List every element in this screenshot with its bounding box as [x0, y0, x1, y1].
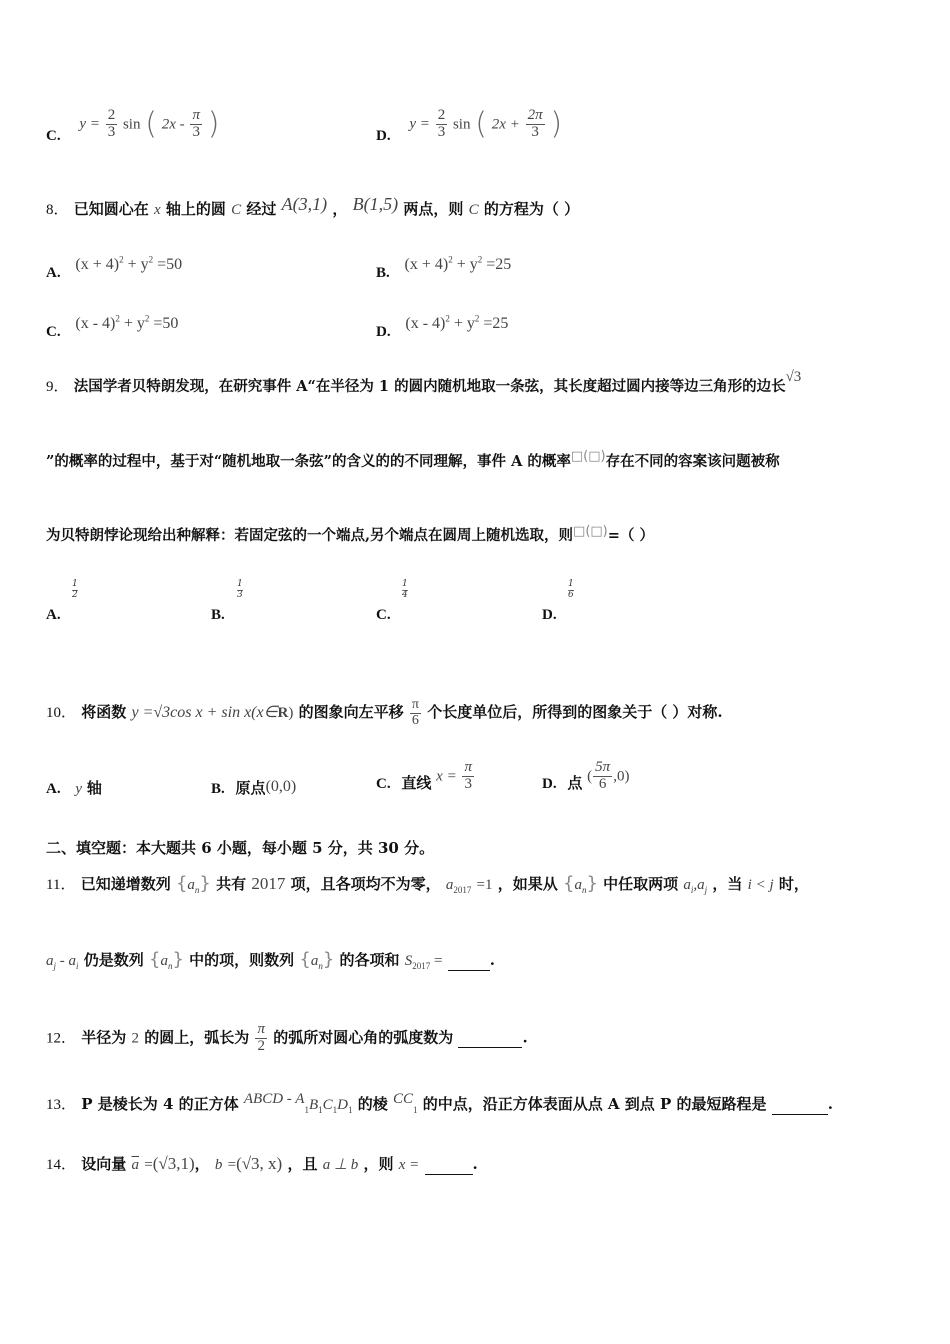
q8-option-d-left: (x - 4) [405, 315, 446, 333]
q9-option-a [46, 579, 78, 625]
q8-option-d-right: + y [453, 315, 475, 333]
q8-option-c-label: C. [46, 324, 61, 341]
q13-cc: CC [392, 1091, 413, 1107]
q13-end: . [827, 1095, 833, 1113]
q12-answer-blank[interactable] [458, 1027, 522, 1048]
section2-title-text: 二、填空题：本大题共 6 小题，每小题 5 分，共 30 分。 [46, 839, 435, 857]
q9-option-c-frac [402, 580, 408, 601]
q9-prob-placeholder-2: □(□) [573, 524, 608, 539]
q10-r: R [277, 705, 289, 722]
q9-b-den: 3 [237, 589, 243, 600]
q10-option-a [46, 778, 102, 799]
q11-t10: 的各项和 [339, 951, 400, 969]
q11-t1: 已知递增数列 [80, 875, 171, 893]
q13-d: D [337, 1097, 348, 1113]
q10-shift-den: 6 [411, 712, 419, 728]
q14-a-val: (√3,1) [152, 1154, 195, 1173]
q9-number: 9． [46, 379, 69, 395]
q11-count: 2017 [251, 874, 286, 893]
q8-text1: 已知圆心在 [73, 200, 149, 218]
q11-t4: ，如果从 [497, 875, 558, 893]
q14-eq-b: = [227, 1157, 237, 1173]
q14-b-val: (√3, x) [236, 1154, 283, 1173]
q7-c-pi-num: π [192, 107, 200, 123]
q11-n-1: n [194, 885, 200, 895]
q10-func: y =√3cos x + sin x(x∈ [131, 704, 278, 722]
q9-option-c [376, 579, 408, 625]
q10-shift [410, 698, 421, 728]
q8-option-b-label: B. [376, 265, 390, 282]
q8-x: x [154, 202, 161, 218]
q8-option-b-left: (x + 4) [404, 256, 449, 274]
q10-option-b-label: B. [211, 781, 225, 797]
q9-line3b: =（ ） [607, 527, 654, 544]
q8-point-b: B(1,5) [352, 194, 399, 214]
q10-d-den: 6 [598, 775, 607, 792]
q13-sub3: 1 [332, 1105, 338, 1115]
q9-c-den: 4 [402, 589, 408, 600]
q8-option-a-sq1: 2 [119, 255, 124, 265]
q14-b-vec: b [214, 1157, 223, 1173]
q10-c-num: π [464, 759, 472, 775]
q7-option-d-coef [436, 108, 448, 141]
q8-option-d-sq2: 2 [474, 314, 480, 324]
q11-eq1: =1 [476, 877, 493, 893]
q14-stem [46, 1154, 478, 1175]
q13-t3: 的中点，沿正方体表面从点 A 到点 P 的最短路程是 [422, 1095, 767, 1113]
q9-option-d-frac [568, 580, 574, 601]
q10-option-c-x: x = [436, 768, 457, 785]
q14-perp: a ⊥ b [322, 1157, 359, 1173]
q14-eq-a: = [144, 1157, 153, 1173]
q9-line3a: 为贝特朗悖论现给出种解释：若固定弦的一个端点,另个端点在圆周上随机选取，则 [46, 527, 574, 544]
q8-stem [46, 194, 580, 220]
q9-b-num: 1 [237, 579, 243, 589]
q10-option-d-frac [593, 760, 612, 793]
q9-option-b-label: B. [211, 606, 225, 623]
q10-option-d [542, 760, 629, 793]
q13-b: B [308, 1097, 319, 1113]
q8-option-c [46, 309, 179, 341]
q9-option-c-label: C. [376, 606, 391, 623]
q8-option-d-eq: =25 [483, 315, 509, 333]
q9-prob-placeholder: □(□) [570, 449, 606, 464]
q13-sub2: 1 [318, 1105, 323, 1115]
q8-option-b-sq1: 2 [448, 255, 453, 265]
q10-c-den: 3 [464, 775, 472, 792]
q11-a2017: a [445, 877, 454, 893]
q11-s-sub: 2017 [412, 961, 431, 971]
q11-t6: ，当 [712, 875, 743, 893]
q10-option-c-label: C. [376, 776, 391, 793]
q9-option-a-label: A. [46, 606, 61, 623]
section2-title [46, 838, 434, 858]
q11-sub2017: 2017 [453, 885, 472, 895]
q11-s: S [404, 953, 413, 969]
q11-end: . [489, 951, 495, 969]
q8-option-d-label: D. [376, 324, 391, 341]
q12-t3: 的弧所对圆心角的弧度数为 [273, 1028, 454, 1047]
q12-arc-num: π [257, 1021, 265, 1037]
q14-t3: ，则 [363, 1155, 394, 1173]
q11-ilj: i < j [747, 877, 774, 893]
q11-t9: 中的项，则数列 [189, 951, 295, 969]
q11-t3: 项，且各项均不为零， [290, 875, 441, 893]
q10-option-a-label: A. [46, 781, 61, 797]
q9-option-a-frac [72, 580, 78, 601]
q7-option-d-inner: 2x + [491, 116, 520, 133]
q11-t2: 共有 [216, 875, 247, 893]
q10-option-d-open: ( [587, 768, 593, 785]
q8-option-a-label: A. [46, 265, 61, 282]
q10-option-a-text: 轴 [86, 779, 102, 797]
q7-c-coef-num: 2 [107, 107, 116, 123]
q8-option-a-sq2: 2 [148, 255, 154, 265]
q7-option-d-func: sin [452, 116, 471, 133]
q8-option-c-sq2: 2 [144, 314, 150, 324]
q11-number: 11． [46, 877, 76, 893]
q10-number: 10． [46, 705, 77, 722]
q9-line2b: 存在不同的容案该问题被称 [605, 453, 780, 470]
q9-line1-text: 法国学者贝特朗发现，在研究事件 A“在半径为 1 的圆内随机地取一条弦，其长度超过圆内接等边三角形的边长 [73, 378, 786, 395]
q8-text3: 经过 [246, 200, 277, 218]
q14-t2: ，且 [287, 1155, 318, 1173]
q12-t1: 半径为 [81, 1028, 127, 1047]
q12-number: 12． [46, 1030, 77, 1047]
q7-d-coef-den: 3 [437, 123, 446, 140]
q10-close: ) [288, 705, 294, 722]
q8-option-c-left: (x - 4) [75, 315, 116, 333]
q11-j-diff: j [53, 961, 57, 971]
q11-t5: 中任取两项 [603, 875, 679, 893]
q12-radius: 2 [131, 1030, 139, 1047]
q7-d-pi-num: 2π [527, 107, 543, 123]
q9-d-den: 6 [568, 589, 574, 600]
q7-option-c-label: C. [46, 128, 61, 145]
q8-comma: ， [332, 200, 348, 218]
q8-number: 8． [46, 202, 69, 218]
q8-option-b-right: + y [456, 256, 478, 274]
q9-c-num: 1 [402, 579, 408, 589]
q11-i-diff: i [76, 961, 79, 971]
q8-c: C [231, 202, 242, 218]
q9-option-b [211, 579, 243, 625]
q10-option-b-point: (0,0) [265, 778, 297, 795]
q10-option-c [376, 760, 475, 793]
q13-t1: P 是棱长为 4 的正方体 [81, 1095, 239, 1113]
q8-option-a-left: (x + 4) [75, 256, 120, 274]
q8-option-c-eq: =50 [153, 315, 179, 333]
q13-c: C [322, 1097, 333, 1113]
q7-c-pi-den: 3 [192, 123, 200, 140]
q8-option-a-eq: =50 [157, 256, 183, 274]
q8-c2: C [468, 202, 479, 218]
q14-xeq: x = [398, 1157, 420, 1173]
q12-end: . [522, 1028, 528, 1047]
q8-option-b [376, 250, 512, 282]
q8-text5: 的方程为（ ） [483, 200, 580, 218]
q8-option-d [376, 309, 509, 341]
q9-line1 [46, 369, 802, 397]
q13-sub1: 1 [304, 1105, 309, 1115]
q12-arc [255, 1022, 267, 1055]
q7-option-c-y: y = [79, 116, 100, 133]
q7-option-c-coef [106, 108, 118, 141]
q11-an-1: a [187, 877, 195, 893]
q8-option-c-right: + y [123, 315, 145, 333]
q14-a-vec: $\overline{a}$ [131, 1157, 139, 1173]
q10-d-num: 5π [595, 759, 611, 775]
q10-option-d-text: 点 [567, 774, 583, 793]
q13-sub4: 1 [347, 1105, 353, 1115]
q11-aj-diff: a [46, 953, 54, 969]
q7-c-coef-den: 3 [107, 123, 116, 140]
q11-t8: 仍是数列 [83, 951, 144, 969]
q11-aj: a [697, 877, 705, 893]
q9-option-d-label: D. [542, 606, 557, 623]
q7-d-coef-num: 2 [437, 107, 446, 123]
q10-option-a-y: y [75, 781, 83, 797]
q11-j: j [704, 885, 708, 895]
q8-point-a: A(3,1) [281, 194, 328, 214]
q9-option-d [542, 579, 574, 625]
q11-n-2: n [581, 885, 587, 895]
q9-option-b-frac [237, 580, 243, 601]
q7-option-c-func: sin [122, 116, 141, 133]
q11-an-4: a [310, 953, 319, 969]
q8-option-a [46, 250, 183, 282]
q11-eq2: = [430, 953, 443, 969]
q13-cube: ABCD - A [243, 1091, 305, 1107]
q11-answer-blank[interactable] [448, 950, 490, 971]
q13-t2: 的棱 [357, 1095, 388, 1113]
q10-stem [46, 698, 723, 728]
q14-comma: ， [194, 1155, 210, 1173]
q11-an-2: a [574, 877, 582, 893]
q10-shift-num: π [411, 697, 419, 712]
q11-ai-diff: - a [56, 953, 77, 969]
q11-an-3: a [160, 953, 168, 969]
q10-option-d-label: D. [542, 776, 557, 793]
q11-n-4: n [318, 961, 323, 971]
q10-option-b [211, 778, 296, 799]
q8-option-a-right: + y [127, 256, 149, 274]
q10-option-d-tail: ,0) [613, 768, 630, 785]
q14-number: 14． [46, 1157, 77, 1173]
q9-a-num: 1 [72, 579, 78, 589]
q10-text3: 个长度单位后，所得到的图象关于（ ）对称. [427, 703, 723, 722]
q8-text4: 两点，则 [403, 200, 464, 218]
q14-answer-blank[interactable] [425, 1154, 473, 1175]
q7-option-d-pi [526, 108, 545, 141]
q11-t7: 时， [778, 875, 809, 893]
q11-ai: a [683, 877, 691, 893]
q10-text2: 的图象向左平移 [298, 703, 404, 722]
q8-option-b-eq: =25 [486, 256, 512, 274]
q7-option-d-y: y = [409, 116, 430, 133]
q13-stem [46, 1091, 833, 1120]
q10-option-b-text: 原点 [235, 779, 266, 797]
q11-n-3: n [167, 961, 173, 971]
q9-line3 [46, 525, 654, 547]
q9-a-den: 2 [72, 589, 78, 600]
q12-stem [46, 1022, 528, 1055]
q11-line2: $a_j - a_i$ 仍是数列 $\{a_n\}$ 中的项，则数列 $\{a_n\}$ 的各项和 $S_{2017}$ = . [46, 949, 495, 971]
q7-option-d-label: D. [376, 128, 391, 145]
q10-option-c-frac [462, 760, 474, 793]
q7-option-c: C. y = $\frac{2}{3}$ sin ( 2x - $\frac{\pi}{3}$ ) [46, 106, 220, 145]
q8-option-d-sq1: 2 [445, 314, 450, 324]
q10-option-c-text: 直线 [401, 774, 432, 793]
q7-option-c-pi [190, 108, 202, 141]
q12-t2: 的圆上，弧长为 [144, 1028, 250, 1047]
q7-option-c-inner: 2x - [161, 116, 185, 133]
q13-answer-blank[interactable] [772, 1094, 828, 1115]
q7-option-d: D. y = $\frac{2}{3}$ sin ( 2x + $\frac{2\pi}{3}$ ) [376, 106, 563, 145]
q14-t1: 设向量 [81, 1155, 127, 1173]
q13-number: 13． [46, 1097, 77, 1113]
q14-end: . [472, 1155, 478, 1173]
q9-line2 [46, 451, 780, 473]
q7-d-pi-den: 3 [531, 123, 539, 140]
q12-arc-den: 2 [257, 1037, 265, 1054]
q11-line1: 11． 已知递增数列 $\{a_n\}$ 共有 2017 项，且各项均不为零， $a_{2017} =1$ ，如果从 $\{a_n\}$ 中任取两项 $a_i,a_j$ ，当 i < j 时， [46, 873, 809, 895]
q10-text1: 将函数 [81, 703, 127, 722]
q9-d-num: 1 [568, 579, 574, 589]
q8-option-c-sq1: 2 [115, 314, 120, 324]
q9-sqrt3: √3 [785, 369, 802, 385]
q11-i: i [690, 885, 694, 895]
q8-option-b-sq2: 2 [477, 255, 483, 265]
q9-line2a: ”的概率的过程中，基于对“随机地取一条弦”的含义的的不同理解，事件 A 的概率 [46, 453, 571, 470]
q13-sub5: 1 [412, 1105, 418, 1115]
q8-text2: 轴上的圆 [165, 200, 226, 218]
